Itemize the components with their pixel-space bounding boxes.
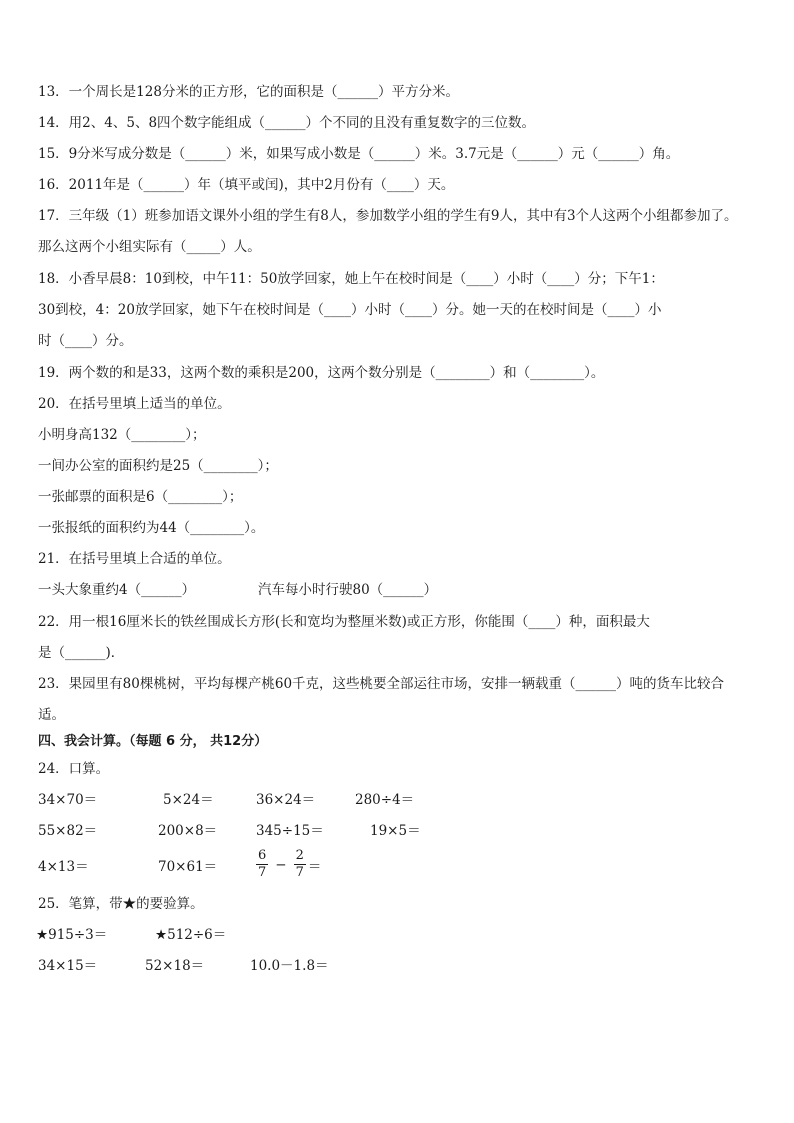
oral-calc-item: 280÷4＝ [355, 792, 415, 808]
written-calc-item: 34×15＝ [38, 958, 98, 974]
question-18-line-3: 时（____）分。 [38, 333, 133, 349]
written-calc-item: ★915÷3＝ [36, 927, 108, 943]
question-14: 14．用2、4、5、8四个数字能组成（______）个不同的且没有重复数字的三位数。 [38, 115, 536, 131]
question-17-line-2: 那么这两个小组实际有（_____）人。 [38, 239, 261, 255]
question-21: 21．在括号里填上合适的单位。 [38, 551, 231, 567]
question-23-line-1: 23．果园里有80棵桃树，平均每棵产桃60千克，这些桃要全部运往市场，安排一辆载重（______）吨的货车比较合 [38, 676, 725, 692]
oral-calc-item: 19×5＝ [370, 823, 421, 839]
section-4-title: 四、我会计算。（每题 6 分， 共12分） [38, 734, 268, 749]
oral-calc-item: 345÷15＝ [256, 823, 324, 839]
question-15: 15．9分米写成分数是（______）米，如果写成小数是（______）米。3.7元是（______）元（______）角。 [38, 146, 680, 162]
oral-calc-item: 55×82＝ [38, 823, 98, 839]
oral-calc-item: 70×61＝ [158, 859, 218, 875]
question-23-line-2: 适。 [38, 707, 65, 723]
fraction-expression [254, 848, 321, 881]
question-20-item-1: 小明身高132（________）； [38, 427, 206, 443]
question-18-line-1: 18．小香早晨8：10到校，中午11：50放学回家，她上午在校时间是（____）小时（____）分；下午1： [38, 271, 664, 287]
fraction-b-numerator: 2 [295, 848, 304, 863]
question-24-label: 24．口算。 [38, 761, 110, 777]
question-20-item-3: 一张邮票的面积是6（________）； [38, 489, 243, 505]
question-21-item-1: 一头大象重约4（______） [38, 582, 196, 598]
oral-calc-item: 4×13＝ [38, 859, 89, 875]
written-calc-item: ★512÷6＝ [155, 927, 227, 943]
question-19: 19．两个数的和是33，这两个数的乘积是200，这两个数分别是（________）和（________）。 [38, 365, 605, 381]
fraction-b-denominator: 7 [295, 865, 304, 880]
question-20-item-4: 一张报纸的面积约为44（________）。 [38, 520, 265, 536]
question-17-line-1: 17．三年级（1）班参加语文课外小组的学生有8人，参加数学小组的学生有9人，其中有3个人这两个小组都参加了。 [38, 208, 738, 224]
question-20: 20．在括号里填上适当的单位。 [38, 396, 231, 412]
oral-calc-item: 200×8＝ [158, 823, 218, 839]
question-13: 13．一个周长是128分米的正方形，它的面积是（______）平方分米。 [38, 84, 459, 100]
question-20-item-2: 一间办公室的面积约是25（________）； [38, 458, 278, 474]
question-16: 16．2011年是（______）年（填平或闰)，其中2月份有（____）天。 [38, 177, 455, 193]
fraction-a-denominator: 7 [258, 865, 267, 880]
oral-calc-item: 34×70＝ [38, 792, 98, 808]
fraction-a [256, 848, 268, 881]
question-18-line-2: 30到校，4：20放学回家，她下午在校时间是（____）小时（____）分。她一天的在校时间是（____）小 [38, 302, 662, 318]
question-22-line-1: 22．用一根16厘米长的铁丝围成长方形(长和宽均为整厘米数)或正方形，你能围（____）种，面积最大 [38, 614, 650, 630]
oral-calc-item: 36×24＝ [256, 792, 316, 808]
written-calc-item: 10.0－1.8＝ [250, 958, 329, 974]
question-22-line-2: 是（______)． [38, 645, 125, 661]
oral-calc-item: 5×24＝ [163, 792, 214, 808]
fraction-b [294, 848, 306, 881]
fraction-a-numerator: 6 [258, 848, 267, 863]
equals-sign: ＝ [307, 858, 322, 875]
question-21-item-2: 汽车每小时行驶80（______） [258, 582, 438, 598]
written-calc-item: 52×18＝ [145, 958, 205, 974]
minus-sign: − [275, 856, 287, 873]
question-25-label: 25．笔算，带★的要验算。 [38, 896, 204, 912]
